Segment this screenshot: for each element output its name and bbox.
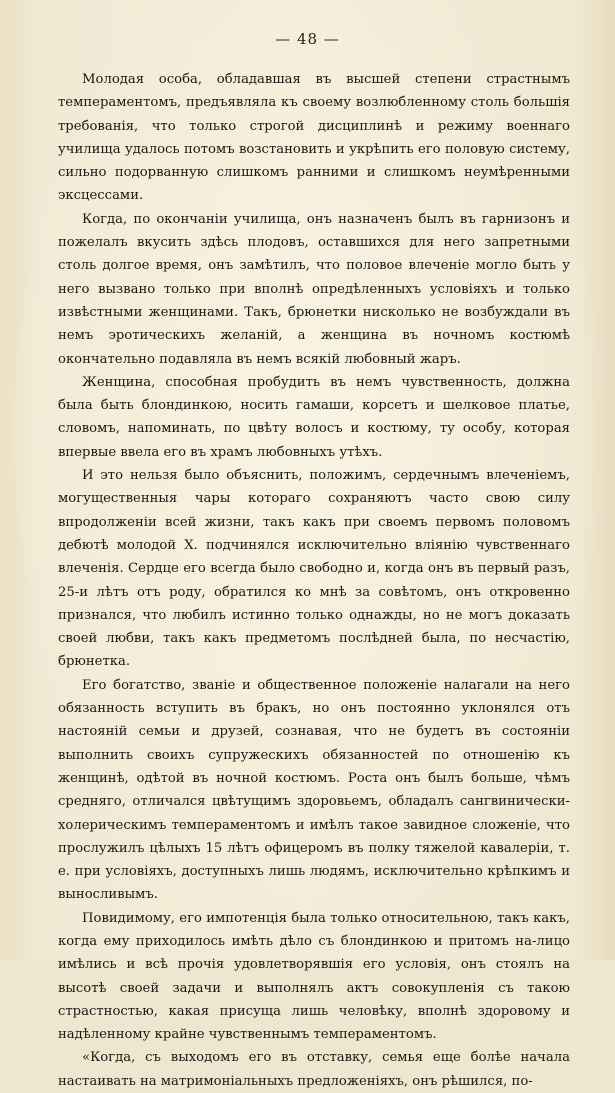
paragraph-7: «Когда, съ выходомъ его въ отставку, семья еще болѣе начала настаивать на матримоніальныхъ предложеніяхъ, онъ рѣшился, по- xyxy=(58,1050,570,1089)
paragraph-6: Повидимому, его импотенція была только относительною, такъ какъ, когда ему приходилось имѣть дѣло съ блондинкою и притомъ на-лицо имѣлись и всѣ прочія удовлетворявшія его условія, онъ стоялъ на высотѣ своей задачи и выполнялъ актъ совокупленія съ такою страстностью, какая присуща лишь человѣку, вполнѣ здоровому и надѣленному крайне чувственнымъ темпераментомъ. xyxy=(58,910,570,1043)
paragraph-2: Когда, по окончаніи училища, онъ назначенъ былъ въ гарнизонъ и пожелалъ вкусить здѣсь плодовъ, оставшихся для него запретными столь долгое время, онъ замѣтилъ, что половое влеченіе могло быть у него вызвано только при вполнѣ опредѣленныхъ условіяхъ и только извѣстными женщинами. Такъ, брюнетки нисколько не возбуждали въ немъ эротическихъ желаній, а женщина въ ночномъ костюмѣ окончательно подавляла въ немъ всякій любовный жаръ. xyxy=(58,211,570,367)
paragraph-1: Молодая особа, обладавшая въ высшей степени страстнымъ темпераментомъ, предъявляла къ своему возлюбленному столь большія требованія, что только строгой дисциплинѣ и режиму военнаго училища удалось потомъ возстановить и укрѣпить его половую систему, сильно подорванную слишкомъ ранними и слишкомъ неумѣренными эксцессами. xyxy=(58,72,570,204)
paragraph-3: Женщина, способная пробудить въ немъ чувственность, должна была быть блондинкою, носить гамаши, корсетъ и шелковое платье, словомъ, напоминать, по цвѣту волосъ и костюму, ту особу, которая впервые ввела его въ храмъ любовныхъ утѣхъ. xyxy=(58,374,570,460)
paragraph-4: И это нельзя было объяснить, положимъ, сердечнымъ влеченіемъ, могущественныя чары котораго сохраняютъ часто свою силу впродолженіи всей жизни, такъ какъ при своемъ первомъ половомъ дебютѣ молодой X. подчинялся исключительно вліянію чувственнаго влеченія. Сердце его всегда было свободно и, когда онъ въ первый разъ, 25-и лѣтъ отъ роду, обратился ко мнѣ за совѣтомъ, онъ откровенно признался, что любилъ истинно только однажды, но не могъ доказать своей любви, такъ какъ предметомъ послѣдней была, по несчастію, брюнетка. xyxy=(58,468,570,670)
body-text xyxy=(58,68,570,1093)
paragraph-5: Его богатство, званіе и общественное положеніе налагали на него обязанность вступить въ бракъ, но онъ постоянно уклонялся отъ настояній семьи и друзей, сознавая, что не будетъ въ состояніи выполнить своихъ супружескихъ обязанностей по отношенію къ женщинѣ, одѣтой въ ночной костюмъ. Роста онъ былъ больше, чѣмъ средняго, отличался цвѣтущимъ здоровьемъ, обладалъ сангвинически-холерическимъ темпераментомъ и имѣлъ такое завидное сложеніе, что прослужилъ цѣлыхъ 15 лѣтъ офицеромъ въ полку тяжелой кавалеріи, т. е. при условіяхъ, доступныхъ лишь людямъ, исключительно крѣпкимъ и выносливымъ. xyxy=(58,677,570,903)
page-number: — 48 — xyxy=(275,30,340,48)
